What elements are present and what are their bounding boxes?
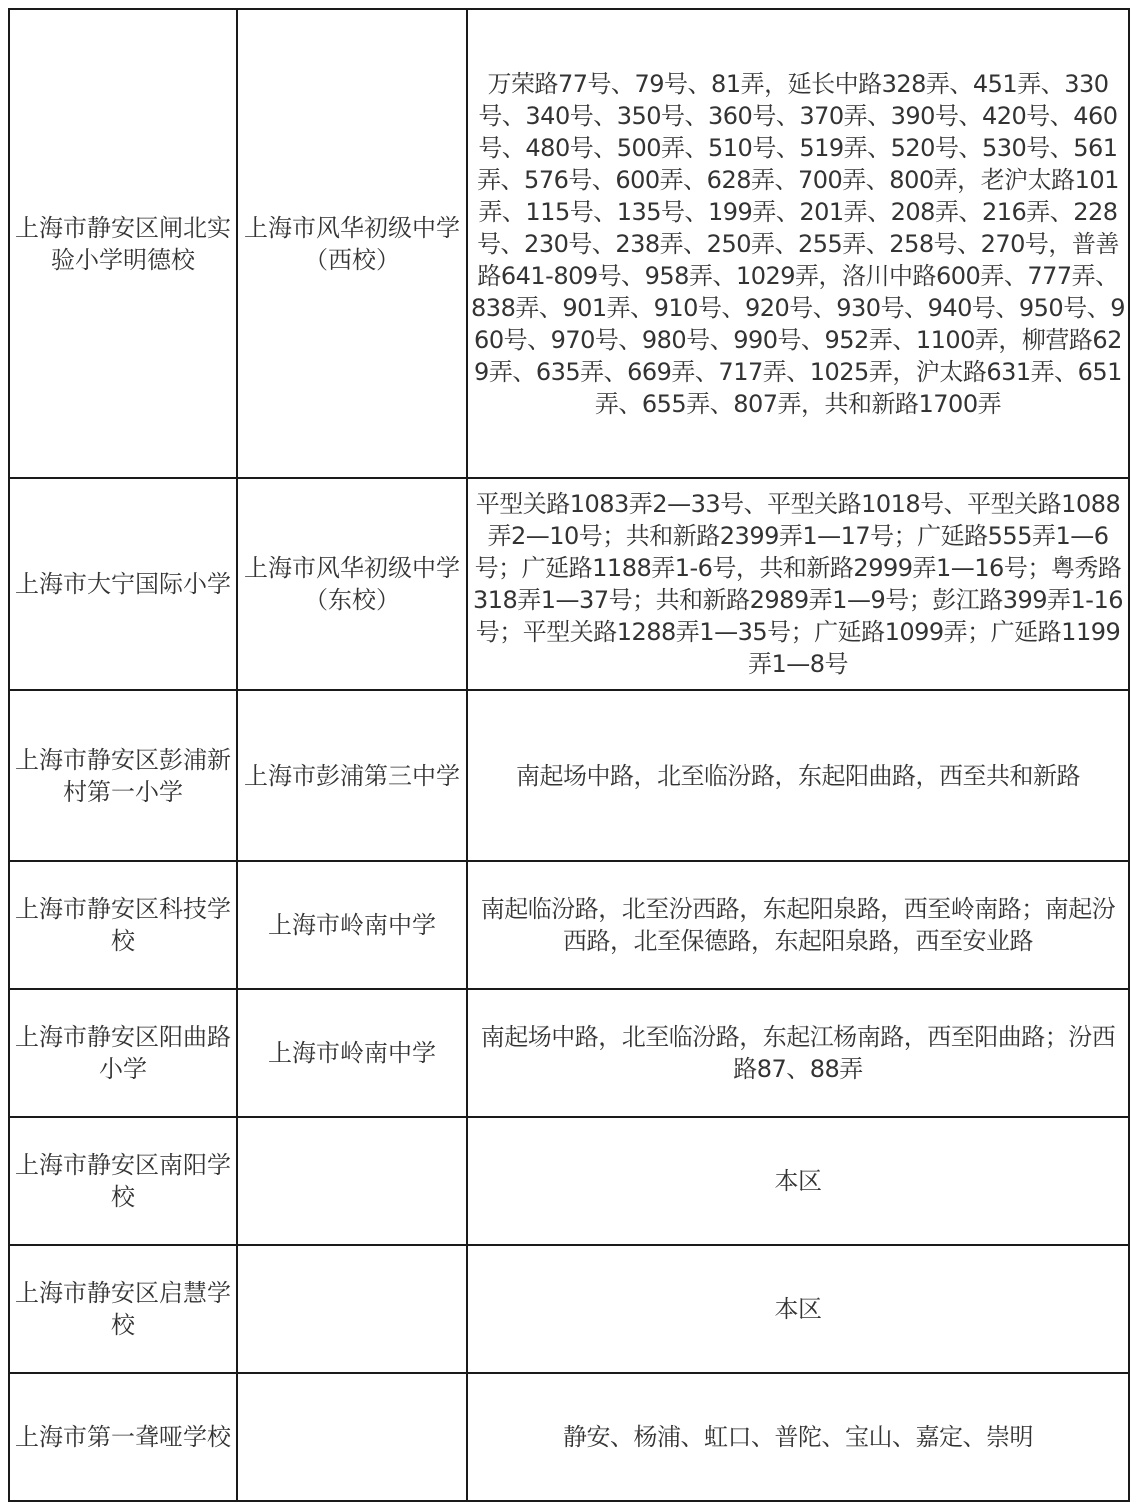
enrollment-area-cell: 万荣路77号、79号、81弄，延长中路328弄、451弄、330号、340号、350号、360号、370弄、390号、420号、460号、480号、500弄、510号、519弄、520号、530号、561弄、576号、600弄、628弄、700弄、800弄，老沪太路101弄、115号、135号、199弄、201弄、208弄、216弄、228号、230号、238弄、250弄、255弄、258号、270号，普善路641-809号、958弄、1029弄，洛川中路600弄、777弄、838弄、901弄、910号、920号、930号、940号、950号、960号、970号、980号、990号、952弄、1100弄，柳营路629弄、635弄、669弄、717弄、1025弄，沪太路631弄、651弄、655弄、807弄，共和新路1700弄 — [467, 9, 1129, 478]
enrollment-area-cell: 平型关路1083弄2—33号、平型关路1018号、平型关路1088弄2—10号；共和新路2399弄1—17号；广延路555弄1—6号；广延路1188弄1-6号，共和新路2999弄1—16号；粤秀路318弄1—37号；共和新路2989弄1—9号；彭江路399弄1-16号；平型关路1288弄1—35号；广延路1099弄；广延路1199弄1—8号 — [467, 478, 1129, 690]
primary-school-cell: 上海市静安区阳曲路小学 — [9, 989, 237, 1117]
middle-school-cell: 上海市风华初级中学（西校） — [237, 9, 467, 478]
primary-school-cell: 上海市静安区闸北实验小学明德校 — [9, 9, 237, 478]
table-row — [9, 478, 1129, 690]
middle-school-cell: 上海市风华初级中学（东校） — [237, 478, 467, 690]
middle-school-cell — [237, 1245, 467, 1373]
primary-school-cell: 上海市静安区启慧学校 — [9, 1245, 237, 1373]
primary-school-cell: 上海市大宁国际小学 — [9, 478, 237, 690]
middle-school-cell: 上海市岭南中学 — [237, 861, 467, 989]
table-row — [9, 9, 1129, 478]
primary-school-cell: 上海市第一聋哑学校 — [9, 1373, 237, 1501]
middle-school-cell — [237, 1117, 467, 1245]
enrollment-area-cell: 静安、杨浦、虹口、普陀、宝山、嘉定、崇明 — [467, 1373, 1129, 1501]
table-row — [9, 861, 1129, 989]
table-row — [9, 690, 1129, 861]
primary-school-cell: 上海市静安区科技学校 — [9, 861, 237, 989]
primary-school-cell: 上海市静安区彭浦新村第一小学 — [9, 690, 237, 861]
school-district-table — [8, 8, 1130, 1502]
enrollment-area-cell: 南起场中路，北至临汾路，东起江杨南路，西至阳曲路；汾西路87、88弄 — [467, 989, 1129, 1117]
middle-school-cell: 上海市彭浦第三中学 — [237, 690, 467, 861]
table-row — [9, 1117, 1129, 1245]
primary-school-cell: 上海市静安区南阳学校 — [9, 1117, 237, 1245]
enrollment-area-cell: 本区 — [467, 1245, 1129, 1373]
table-row — [9, 1245, 1129, 1373]
table-row — [9, 1373, 1129, 1501]
table-row — [9, 989, 1129, 1117]
middle-school-cell: 上海市岭南中学 — [237, 989, 467, 1117]
middle-school-cell — [237, 1373, 467, 1501]
enrollment-area-cell: 本区 — [467, 1117, 1129, 1245]
enrollment-area-cell: 南起临汾路，北至汾西路，东起阳泉路，西至岭南路；南起汾西路，北至保德路，东起阳泉路，西至安业路 — [467, 861, 1129, 989]
enrollment-area-cell: 南起场中路，北至临汾路，东起阳曲路，西至共和新路 — [467, 690, 1129, 861]
